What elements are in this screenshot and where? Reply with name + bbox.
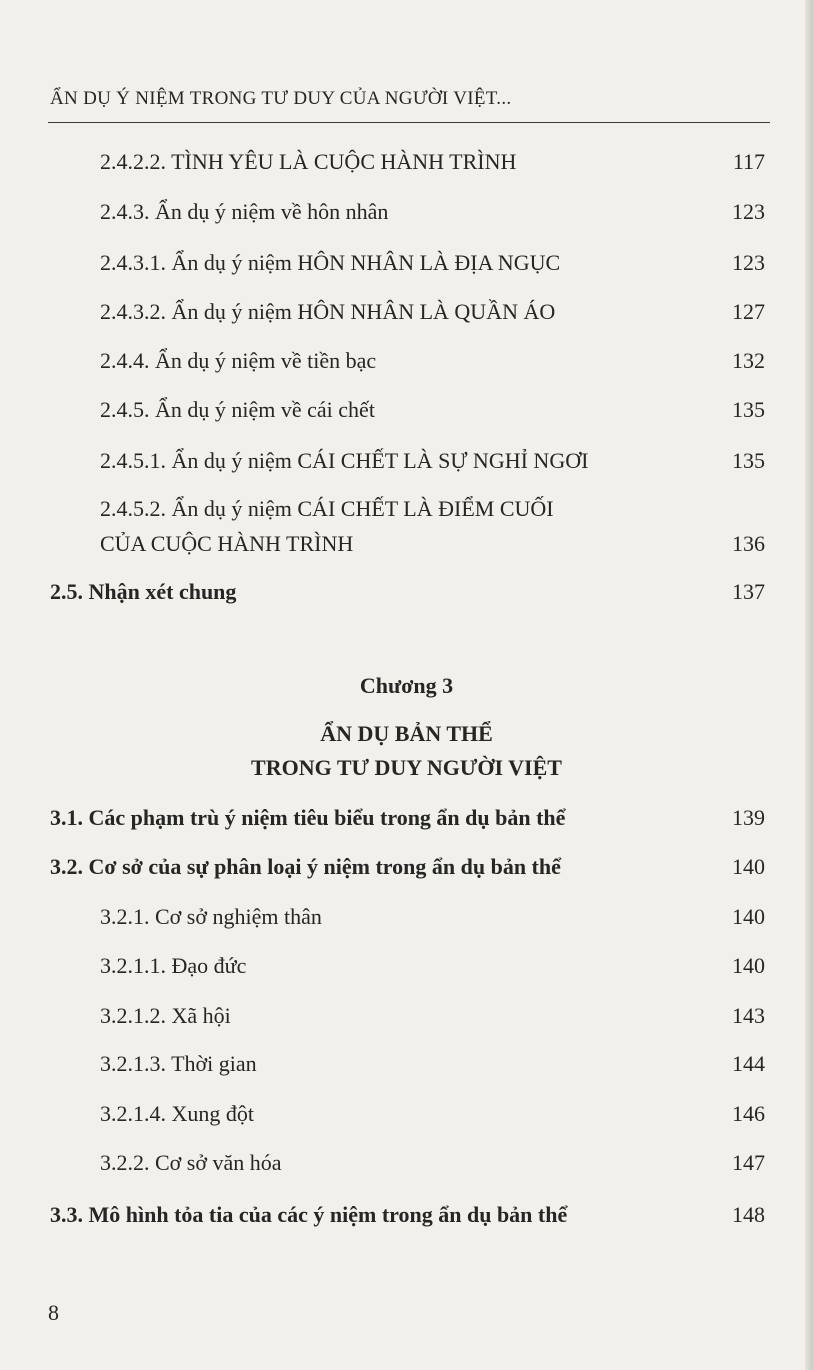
toc-page-number: 136: [732, 531, 765, 556]
toc-entry: 2.4.3.1. Ẩn dụ ý niệm HÔN NHÂN LÀ ĐỊA NGỤC: [100, 250, 561, 275]
toc-page-number: 139: [732, 805, 765, 830]
toc-page-number: 140: [732, 854, 765, 879]
toc-page-number: 127: [732, 299, 765, 324]
toc-section-entry: 2.5. Nhận xét chung: [50, 579, 237, 604]
toc-page-number: 144: [732, 1051, 765, 1076]
toc-section-entry: 3.2. Cơ sở của sự phân loại ý niệm trong ẩn dụ bản thể: [50, 854, 561, 879]
toc-page-number: 123: [732, 250, 765, 275]
toc-entry: 3.2.1. Cơ sở nghiệm thân: [100, 904, 322, 929]
toc-entry: 3.2.1.4. Xung đột: [100, 1101, 254, 1126]
toc-page-number: 123: [732, 199, 765, 224]
toc-entry: 2.4.3. Ẩn dụ ý niệm về hôn nhân: [100, 199, 389, 224]
toc-page-number: 135: [732, 397, 765, 422]
toc-entry: 2.4.4. Ẩn dụ ý niệm về tiền bạc: [100, 348, 377, 373]
chapter-label: Chương 3: [359, 673, 454, 698]
toc-page-number: 117: [732, 149, 765, 174]
toc-entry: 3.2.1.2. Xã hội: [100, 1003, 231, 1028]
toc-entry: 3.2.2. Cơ sở văn hóa: [100, 1150, 282, 1175]
toc-entry: 2.4.5.1. Ẩn dụ ý niệm CÁI CHẾT LÀ SỰ NGHỈ NGƠI: [100, 448, 589, 473]
toc-page-number: 137: [732, 579, 765, 604]
toc-page-number: 135: [732, 448, 765, 473]
toc-page-number: 143: [732, 1003, 765, 1028]
toc-section-entry: 3.1. Các phạm trù ý niệm tiêu biểu trong ẩn dụ bản thể: [50, 805, 566, 830]
toc-page-number: 148: [732, 1202, 765, 1227]
toc-page-number: 147: [732, 1150, 765, 1175]
toc-entry: 3.2.1.1. Đạo đức: [100, 953, 247, 978]
toc-page-number: 140: [732, 904, 765, 929]
toc-entry: 3.2.1.3. Thời gian: [100, 1051, 257, 1076]
toc-section-entry: 3.3. Mô hình tỏa tia của các ý niệm trong ẩn dụ bản thể: [50, 1202, 568, 1227]
chapter-title-line1: ẨN DỤ BẢN THỂ: [320, 721, 493, 746]
page-number: 8: [48, 1300, 59, 1325]
toc-page-number: 132: [732, 348, 765, 373]
chapter-title-line2: TRONG TƯ DUY NGƯỜI VIỆT: [251, 755, 562, 780]
running-header: ẨN DỤ Ý NIỆM TRONG TƯ DUY CỦA NGƯỜI VIỆT...: [50, 88, 512, 109]
toc-entry: 2.4.3.2. Ẩn dụ ý niệm HÔN NHÂN LÀ QUẦN ÁO: [100, 299, 556, 324]
toc-entry: 2.4.5. Ẩn dụ ý niệm về cái chết: [100, 397, 375, 422]
toc-page-number: 140: [732, 953, 765, 978]
toc-entry: 2.4.2.2. TÌNH YÊU LÀ CUỘC HÀNH TRÌNH: [100, 149, 517, 174]
toc-page-number: 146: [732, 1101, 765, 1126]
toc-entry: 2.4.5.2. Ẩn dụ ý niệm CÁI CHẾT LÀ ĐIỂM CUỐI: [100, 496, 554, 521]
toc-entry-continuation: CỦA CUỘC HÀNH TRÌNH: [100, 531, 354, 556]
header-rule: [48, 122, 770, 123]
